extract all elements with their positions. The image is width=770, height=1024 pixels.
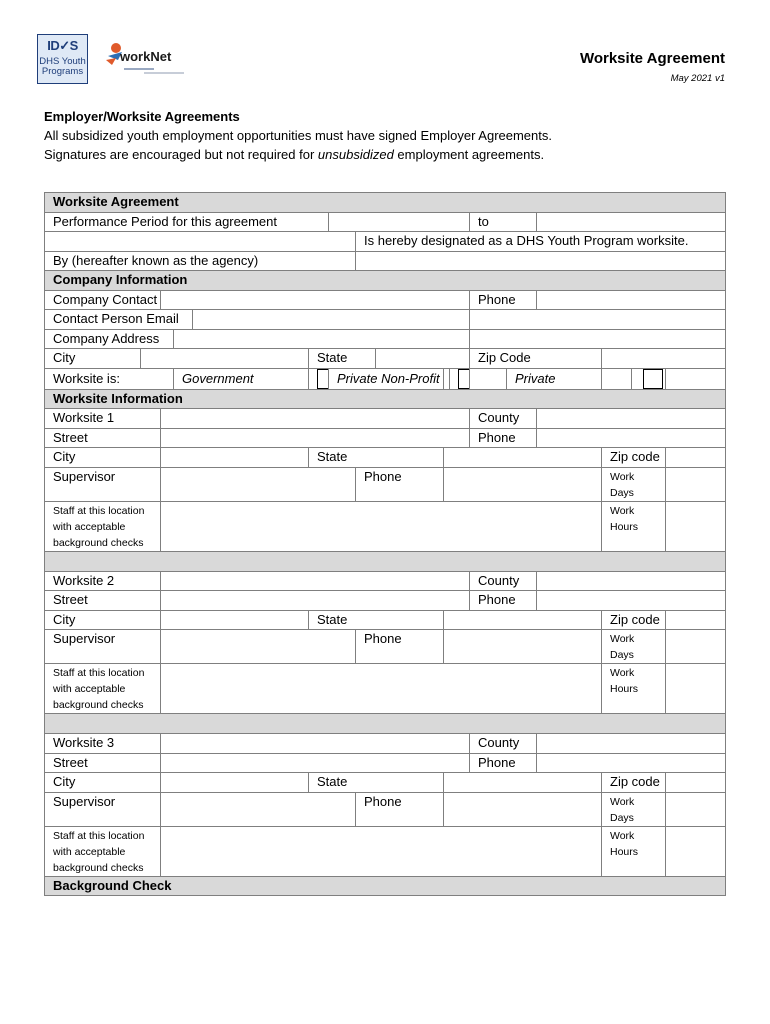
worksite-1-phone-label: Phone	[470, 428, 537, 448]
government-checkbox[interactable]	[317, 369, 329, 389]
worksite-2-state-label: State	[309, 610, 444, 630]
worksite-1-label: Worksite 1	[45, 409, 161, 429]
worksite-1-county-label: County	[470, 409, 537, 429]
performance-period-start-field[interactable]	[329, 212, 470, 232]
to-label: to	[470, 212, 537, 232]
worksite-3-phone-label: Phone	[470, 753, 537, 773]
contact-email-field-ext[interactable]	[470, 310, 726, 330]
worksite-2-supervisor-phone-label: Phone	[356, 630, 444, 664]
nonprofit-checkbox-cell[interactable]	[450, 368, 470, 389]
worksite-1-street-field[interactable]	[161, 428, 470, 448]
worksite-3-zip-label: Zip code	[602, 773, 666, 793]
worksite-1-supervisor-label: Supervisor	[45, 467, 161, 501]
background-check-header: Background Check	[45, 876, 726, 896]
worksite-1-supervisor-field[interactable]	[161, 467, 356, 501]
worksite-3-name-field[interactable]	[161, 734, 470, 754]
worksite-3-city-label: City	[45, 773, 161, 793]
worksite-3-work-hours-field[interactable]	[666, 826, 726, 876]
worksite-2-zip-field[interactable]	[666, 610, 726, 630]
worknet-logo-text: workNet	[120, 49, 172, 64]
company-address-field-ext[interactable]	[470, 329, 726, 349]
worksite-3-street-label: Street	[45, 753, 161, 773]
worksite-3-work-hours-label: Work Hours	[602, 826, 666, 876]
private-checkbox[interactable]	[643, 369, 663, 389]
nonprofit-option-label: Private Non-Profit	[329, 368, 444, 389]
worksite-2-staff-field[interactable]	[161, 664, 602, 714]
company-zip-label: Zip Code	[470, 349, 602, 369]
worksite-3-county-field[interactable]	[537, 734, 726, 754]
worksite-2-street-field[interactable]	[161, 591, 470, 611]
worksite-2-work-hours-label: Work Hours	[602, 664, 666, 714]
worksite-2-city-label: City	[45, 610, 161, 630]
worksite-3-zip-field[interactable]	[666, 773, 726, 793]
worksite-3-state-field[interactable]	[444, 773, 602, 793]
company-contact-label: Company Contact	[45, 290, 161, 310]
worksite-3-city-field[interactable]	[161, 773, 309, 793]
worksite-1-work-hours-label: Work Hours	[602, 501, 666, 551]
company-information-header: Company Information	[45, 271, 726, 291]
worksite-2-city-field[interactable]	[161, 610, 309, 630]
nonprofit-checkbox[interactable]	[458, 369, 470, 389]
worksite-3-state-label: State	[309, 773, 444, 793]
company-phone-label: Phone	[470, 290, 537, 310]
intro-heading: Employer/Worksite Agreements	[44, 109, 240, 124]
worksite-2-zip-label: Zip code	[602, 610, 666, 630]
worksite-agreement-form	[44, 192, 726, 896]
company-contact-field[interactable]	[161, 290, 470, 310]
private-option-label: Private	[507, 368, 602, 389]
worksite-3-staff-field[interactable]	[161, 826, 602, 876]
worksite-2-county-label: County	[470, 571, 537, 591]
document-version: May 2021 v1	[670, 73, 725, 84]
by-agency-field[interactable]	[356, 251, 726, 271]
document-title: Worksite Agreement	[579, 50, 725, 67]
performance-period-label: Performance Period for this agreement	[45, 212, 329, 232]
worksite-1-work-days-field[interactable]	[666, 467, 726, 501]
worksite-3-supervisor-phone-label: Phone	[356, 792, 444, 826]
worksite-3-label: Worksite 3	[45, 734, 161, 754]
worksite-2-work-hours-field[interactable]	[666, 664, 726, 714]
company-state-label: State	[309, 349, 376, 369]
worksite-1-city-label: City	[45, 448, 161, 468]
private-checkbox-cell[interactable]	[632, 368, 666, 389]
worksite-1-supervisor-phone-label: Phone	[356, 467, 444, 501]
worksite-3-phone-field[interactable]	[537, 753, 726, 773]
worksite-1-staff-label: Staff at this location with acceptable background checks	[45, 501, 161, 551]
worksite-3-supervisor-phone-field[interactable]	[444, 792, 602, 826]
government-option-label: Government	[174, 368, 309, 389]
worksite-1-work-days-label: Work Days	[602, 467, 666, 501]
worksite-2-supervisor-phone-field[interactable]	[444, 630, 602, 664]
intro-line-2: Signatures are encouraged but not required for unsubsidized employment agreements.	[44, 147, 545, 162]
worksite-3-supervisor-label: Supervisor	[45, 792, 161, 826]
worksite-1-staff-field[interactable]	[161, 501, 602, 551]
worksite-2-phone-field[interactable]	[537, 591, 726, 611]
worksite-3-county-label: County	[470, 734, 537, 754]
ids-logo-text: ID✓S	[47, 38, 78, 53]
worksite-1-name-field[interactable]	[161, 409, 470, 429]
worksite-1-phone-field[interactable]	[537, 428, 726, 448]
contact-email-field[interactable]	[193, 310, 470, 330]
worksite-information-header: Worksite Information	[45, 389, 726, 409]
company-address-label: Company Address	[45, 329, 174, 349]
worksite-2-name-field[interactable]	[161, 571, 470, 591]
contact-email-label: Contact Person Email	[45, 310, 193, 330]
worksite-2-label: Worksite 2	[45, 571, 161, 591]
programs-line: Programs	[41, 66, 84, 77]
worksite-2-county-field[interactable]	[537, 571, 726, 591]
illinois-worknet-logo	[104, 38, 188, 80]
worksite-2-supervisor-field[interactable]	[161, 630, 356, 664]
worksite-1-zip-label: Zip code	[602, 448, 666, 468]
ids-dhs-youth-logo	[37, 34, 88, 84]
intro-section	[44, 107, 552, 164]
worksite-1-county-field[interactable]	[537, 409, 726, 429]
intro-line-1: All subsidized youth employment opportunities must have signed Employer Agreements.	[44, 128, 552, 143]
worksite-1-work-hours-field[interactable]	[666, 501, 726, 551]
company-phone-field[interactable]	[537, 290, 726, 310]
worksite-3-work-days-label: Work Days	[602, 792, 666, 826]
worksite-2-work-days-label: Work Days	[602, 630, 666, 664]
worksite-1-city-field[interactable]	[161, 448, 309, 468]
company-city-field[interactable]	[141, 349, 309, 369]
performance-period-end-field[interactable]	[537, 212, 726, 232]
worksite-1-zip-field[interactable]	[666, 448, 726, 468]
company-address-field[interactable]	[174, 329, 470, 349]
company-city-label: City	[45, 349, 141, 369]
worksite-separator	[45, 714, 726, 734]
worksite-3-street-field[interactable]	[161, 753, 470, 773]
worksite-2-phone-label: Phone	[470, 591, 537, 611]
dhs-youth-line: DHS Youth	[39, 56, 86, 67]
worksite-2-street-label: Street	[45, 591, 161, 611]
worksite-1-supervisor-phone-field[interactable]	[444, 467, 602, 501]
worksite-2-work-days-field[interactable]	[666, 630, 726, 664]
worksite-1-street-label: Street	[45, 428, 161, 448]
worksite-3-supervisor-field[interactable]	[161, 792, 356, 826]
designated-text: Is hereby designated as a DHS Youth Program worksite.	[356, 232, 726, 252]
by-agency-label: By (hereafter known as the agency)	[45, 251, 356, 271]
worksite-separator	[45, 551, 726, 571]
worksite-is-label: Worksite is:	[45, 368, 174, 389]
company-zip-field[interactable]	[602, 349, 726, 369]
worksite-1-state-label: State	[309, 448, 444, 468]
worksite-2-staff-label: Staff at this location with acceptable background checks	[45, 664, 161, 714]
worksite-2-state-field[interactable]	[444, 610, 602, 630]
worksite-2-supervisor-label: Supervisor	[45, 630, 161, 664]
worksite-3-work-days-field[interactable]	[666, 792, 726, 826]
agency-name-field[interactable]	[45, 232, 356, 252]
company-state-field[interactable]	[376, 349, 470, 369]
government-checkbox-cell[interactable]	[309, 368, 329, 389]
worksite-3-staff-label: Staff at this location with acceptable background checks	[45, 826, 161, 876]
worksite-1-state-field[interactable]	[444, 448, 602, 468]
worksite-agreement-header: Worksite Agreement	[45, 193, 726, 213]
